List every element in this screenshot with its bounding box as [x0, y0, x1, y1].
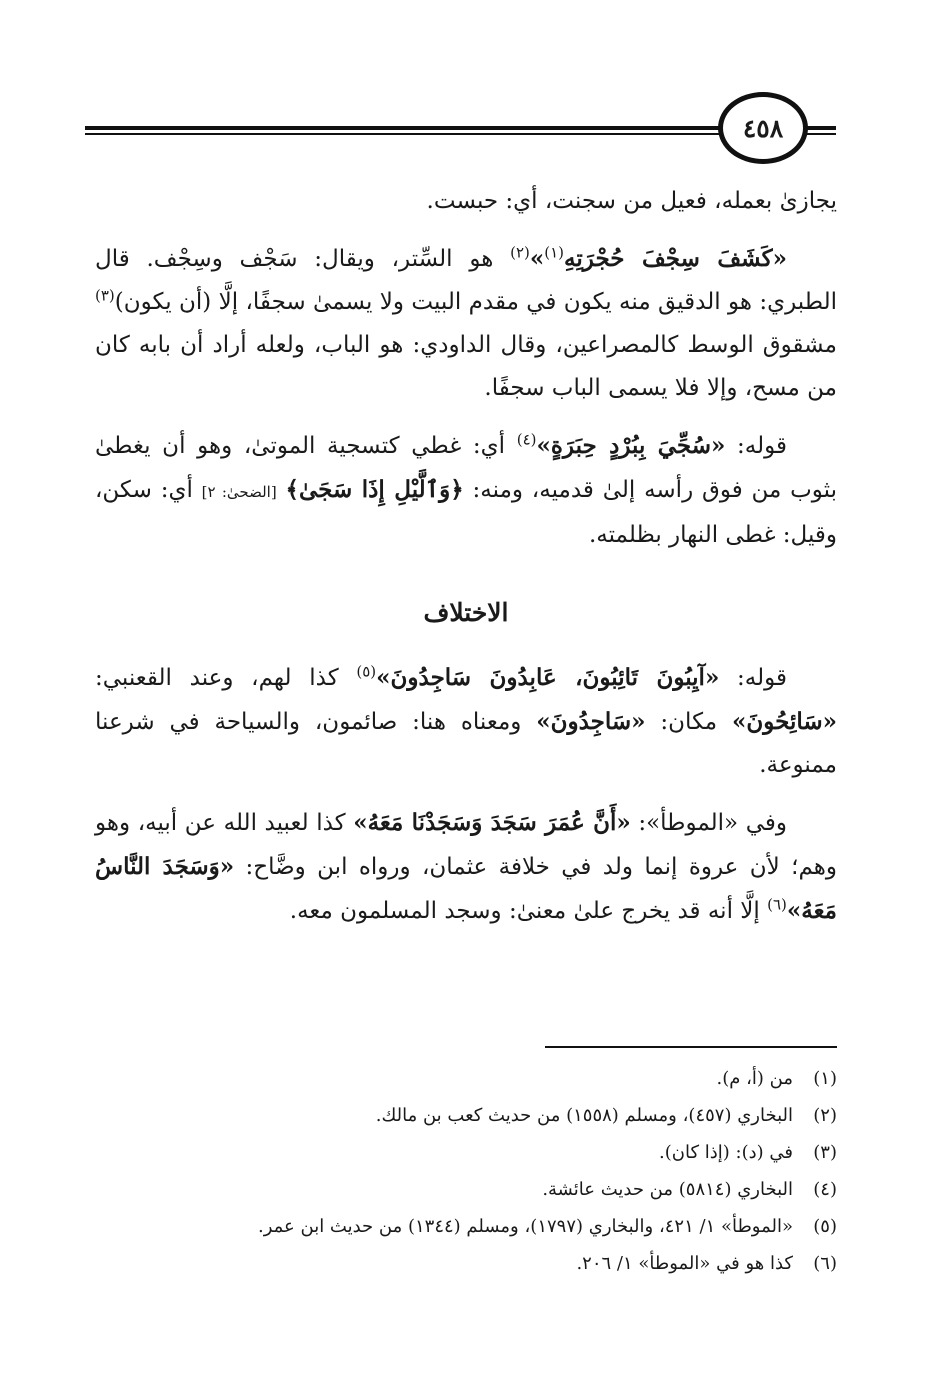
quote-saihun: «سَائِحُونَ»: [731, 708, 838, 735]
quote-sujjiya: «سُجِّيَ بِبُرْدٍ حِبَرَةٍ»: [536, 432, 726, 459]
footnote-number: (٢): [813, 1105, 837, 1126]
footnote-separator: [545, 1046, 837, 1048]
footnote-text: في (د): (إذا كان).: [659, 1142, 793, 1163]
quote-ayibun: «آيِبُونَ تَائِبُونَ، عَابِدُونَ سَاجِدُونَ»: [376, 664, 720, 691]
footnote: [95, 1097, 837, 1134]
paragraph-2-text-cont: مشقوق الوسط كالمصراعين، وقال الداودي: هو الباب، ولعله أراد أن بابه كان من مسح، وإلا فلا يسمى الباب سجفًا.: [95, 332, 837, 401]
paragraph-5-text: كذا لعبيد الله عن أبيه، وهو وهم؛ لأن عروة إنما ولد في خلافة عثمان، ورواه ابن وضَّاح:: [95, 810, 837, 880]
paragraph-3-lead: قوله:: [725, 433, 787, 459]
quote-close: »: [529, 245, 545, 272]
footnote-ref-1: (١): [544, 243, 565, 262]
quote-kashafa: «كَشَفَ سِجْفَ حُجْرَتِهِ: [564, 245, 787, 272]
footnote-text: «الموطأ» ١/ ٤٢١، والبخاري (١٧٩٧)، ومسلم (١٣٤٤) من حديث ابن عمر.: [257, 1216, 793, 1237]
footnote-text: البخاري (٥٨١٤) من حديث عائشة.: [542, 1179, 793, 1200]
quote-nas: «وَسَجَدَ النَّاسُ مَعَهُ»: [95, 853, 837, 924]
footnote-number: (٣): [813, 1142, 837, 1163]
paragraph-5: [95, 801, 837, 933]
paragraph-4-text: كذا لهم، وعند القعنبي:: [95, 665, 357, 691]
ayah-reference: [الضحىٰ: ٢]: [201, 483, 277, 501]
quote-umar: «أَنَّ عُمَرَ سَجَدَ وَسَجَدْنَا مَعَهُ»: [353, 809, 631, 836]
footnote: [95, 1245, 837, 1282]
page-number: ٤٥٨: [742, 113, 784, 143]
footnote-text: من (أ، م).: [716, 1068, 793, 1089]
paragraph-1-text: يجازىٰ بعمله، فعيل من سجنت، أي: حبست.: [426, 188, 837, 214]
footnote-number: (٤): [813, 1179, 837, 1200]
paragraph-4-text-3: ومعناه هنا: صائمون، والسياحة في شرعنا ممنوعة.: [95, 709, 837, 778]
footnote: [95, 1208, 837, 1245]
footnote-number: (٥): [813, 1216, 837, 1237]
paragraph-5-text-2: إلَّا أنه قد يخرج علىٰ معنىٰ: وسجد المسلمون معه.: [289, 898, 768, 924]
footnote-ref-3: (٣): [95, 286, 115, 305]
section-title: الاختلاف: [423, 598, 509, 627]
quran-ayah: ﴿وَٱلَّيْلِ إِذَا سَجَىٰ﴾: [285, 476, 464, 503]
paragraph-3-text-cont: أي: سكن، وقيل: غطى النهار بظلمته.: [95, 477, 837, 548]
footnote: [95, 1134, 837, 1171]
paragraph-1: [95, 180, 837, 223]
paragraph-2: [95, 237, 837, 410]
paragraph-2-text: هو السِّتر، ويقال: سَجْف وسِجْف. قال الطبري: هو الدقيق منه يكون في مقدم البيت ولا يسمىٰ سجفًا، إلَّا (أن يكون): [95, 246, 837, 315]
footnote-text: البخاري (٤٥٧)، ومسلم (١٥٥٨) من حديث كعب بن مالك.: [375, 1105, 793, 1126]
footnote-number: (١): [813, 1068, 837, 1089]
footnote: [95, 1060, 837, 1097]
quote-sajidun: «سَاجِدُونَ»: [536, 708, 646, 735]
body-text: [95, 180, 837, 947]
footnotes: [95, 1060, 837, 1282]
paragraph-3: [95, 424, 837, 557]
footnote-ref-5: (٥): [356, 662, 377, 681]
footnote-number: (٦): [813, 1253, 837, 1274]
footnote-ref-2: (٢): [510, 243, 530, 262]
footnote-text: كذا هو في «الموطأ» ١/ ٢٠٦.: [576, 1253, 793, 1274]
paragraph-4-lead: قوله:: [719, 665, 787, 691]
paragraph-3-text: أي: غطي كتسجية الموتىٰ، وهو أن يغطىٰ بثوب من فوق رأسه إلىٰ قدميه، ومنه:: [95, 433, 838, 503]
footnote-ref-4: (٤): [516, 430, 537, 449]
paragraph-4: [95, 656, 837, 787]
paragraph-4-text-2: مكان:: [645, 709, 732, 735]
paragraph-5-lead: وفي «الموطأ»:: [630, 810, 787, 836]
footnote-ref-6: (٦): [767, 895, 787, 914]
page-number-badge: [718, 92, 808, 164]
footnote: [95, 1171, 837, 1208]
